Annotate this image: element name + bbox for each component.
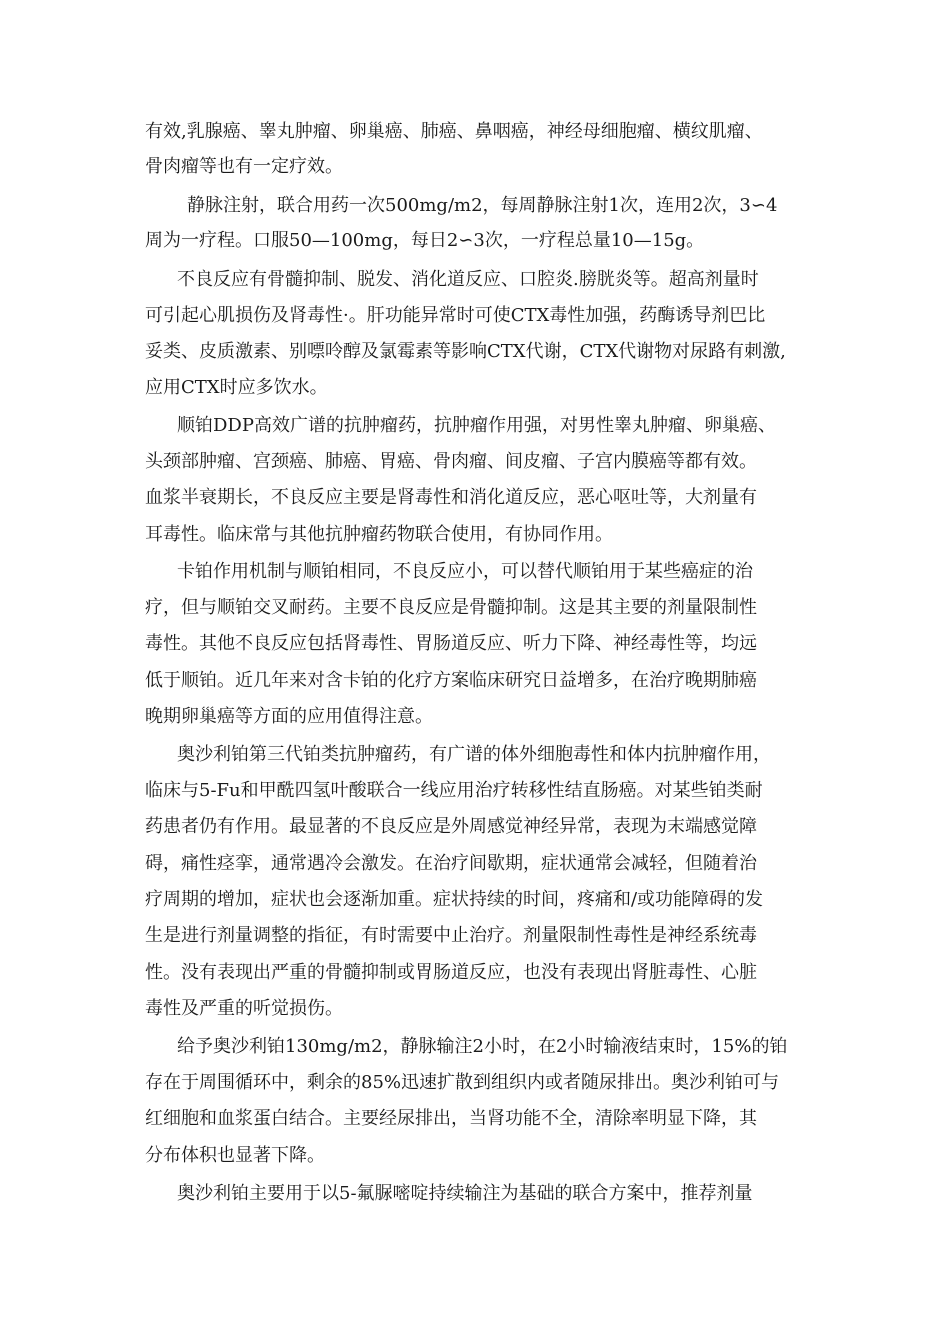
- text-line: 可引起心肌损伤及肾毒性·。肝功能异常时可使CTX毒性加强，药酶诱导剂巴比: [145, 305, 766, 326]
- text-line: 存在于周围循环中，剩余的85%迅速扩散到组织内或者随尿排出。奥沙利铂可与: [145, 1072, 780, 1093]
- text-line: 药患者仍有作用。最显著的不良反应是外周感觉神经异常，表现为末端感觉障: [145, 816, 757, 837]
- paragraph-first-line: 顺铂DDP高效广谱的抗肿瘤药，抗肿瘤作用强，对男性睾丸肿瘤、卵巢癌、: [177, 415, 776, 436]
- text-line: 毒性及严重的听觉损伤。: [145, 998, 343, 1019]
- text-line: 妥类、皮质激素、别嘌呤醇及氯霉素等影响CTX代谢，CTX代谢物对尿路有刺激,: [145, 341, 786, 362]
- paragraph-first-line: 不良反应有骨髓抑制、脱发、消化道反应、口腔炎.膀胱炎等。超高剂量时: [177, 269, 759, 290]
- paragraph-first-line: 给予奥沙利铂130mg/m2，静脉输注2小时，在2小时输液结束时，15%的铂: [177, 1036, 788, 1057]
- text-line: 疗，但与顺铂交叉耐药。主要不良反应是骨髓抑制。这是其主要的剂量限制性: [145, 597, 757, 618]
- paragraph-first-line: 奥沙利铂第三代铂类抗肿瘤药，有广谱的体外细胞毒性和体内抗肿瘤作用，: [177, 744, 771, 765]
- text-line: 低于顺铂。近几年来对含卡铂的化疗方案临床研究日益增多，在治疗晚期肺癌: [145, 670, 757, 691]
- text-line: 应用CTX时应多饮水。: [145, 377, 328, 398]
- text-line: 生是进行剂量调整的指征，有时需要中止治疗。剂量限制性毒性是神经系统毒: [145, 925, 757, 946]
- text-line: 疗周期的增加，症状也会逐渐加重。症状持续的时间，疼痛和/或功能障碍的发: [145, 889, 764, 910]
- text-line: 毒性。其他不良反应包括肾毒性、胃肠道反应、听力下降、神经毒性等，均远: [145, 633, 757, 654]
- text-line: 耳毒性。临床常与其他抗肿瘤药物联合使用，有协同作用。: [145, 524, 613, 545]
- text-line: 性。没有表现出严重的骨髓抑制或胃肠道反应，也没有表现出肾脏毒性、心脏: [145, 962, 757, 983]
- text-line: 骨肉瘤等也有一定疗效。: [145, 156, 343, 177]
- text-line: 晚期卵巢癌等方面的应用值得注意。: [145, 706, 433, 727]
- paragraph-first-line: 卡铂作用机制与顺铂相同，不良反应小，可以替代顺铂用于某些癌症的治: [177, 561, 753, 582]
- text-line: 临床与5-Fu和甲酰四氢叶酸联合一线应用治疗转移性结直肠癌。对某些铂类耐: [145, 780, 763, 801]
- paragraph-first-line: 奥沙利铂主要用于以5-氟脲嘧啶持续输注为基础的联合方案中，推荐剂量: [177, 1183, 753, 1204]
- text-line: 周为一疗程。口服50—100mg，每日2∽3次，一疗程总量10—15g。: [145, 230, 705, 251]
- text-line: 红细胞和血浆蛋白结合。主要经尿排出，当肾功能不全，清除率明显下降，其: [145, 1108, 757, 1129]
- text-line: 分布体积也显著下降。: [145, 1145, 325, 1166]
- text-line: 头颈部肿瘤、宫颈癌、肺癌、胃癌、骨肉瘤、间皮瘤、子宫内膜癌等都有效。: [145, 451, 757, 472]
- paragraph-first-line: 静脉注射，联合用药一次500mg/m2，每周静脉注射1次，连用2次，3∽4: [187, 195, 778, 216]
- text-line: 有效,乳腺癌、睾丸肿瘤、卵巢癌、肺癌、鼻咽癌，神经母细胞瘤、横纹肌瘤、: [145, 121, 763, 142]
- text-line: 碍，痛性痉挛，通常遇冷会激发。在治疗间歇期，症状通常会减轻，但随着治: [145, 853, 757, 874]
- text-line: 血浆半衰期长，不良反应主要是肾毒性和消化道反应，恶心呕吐等，大剂量有: [145, 487, 757, 508]
